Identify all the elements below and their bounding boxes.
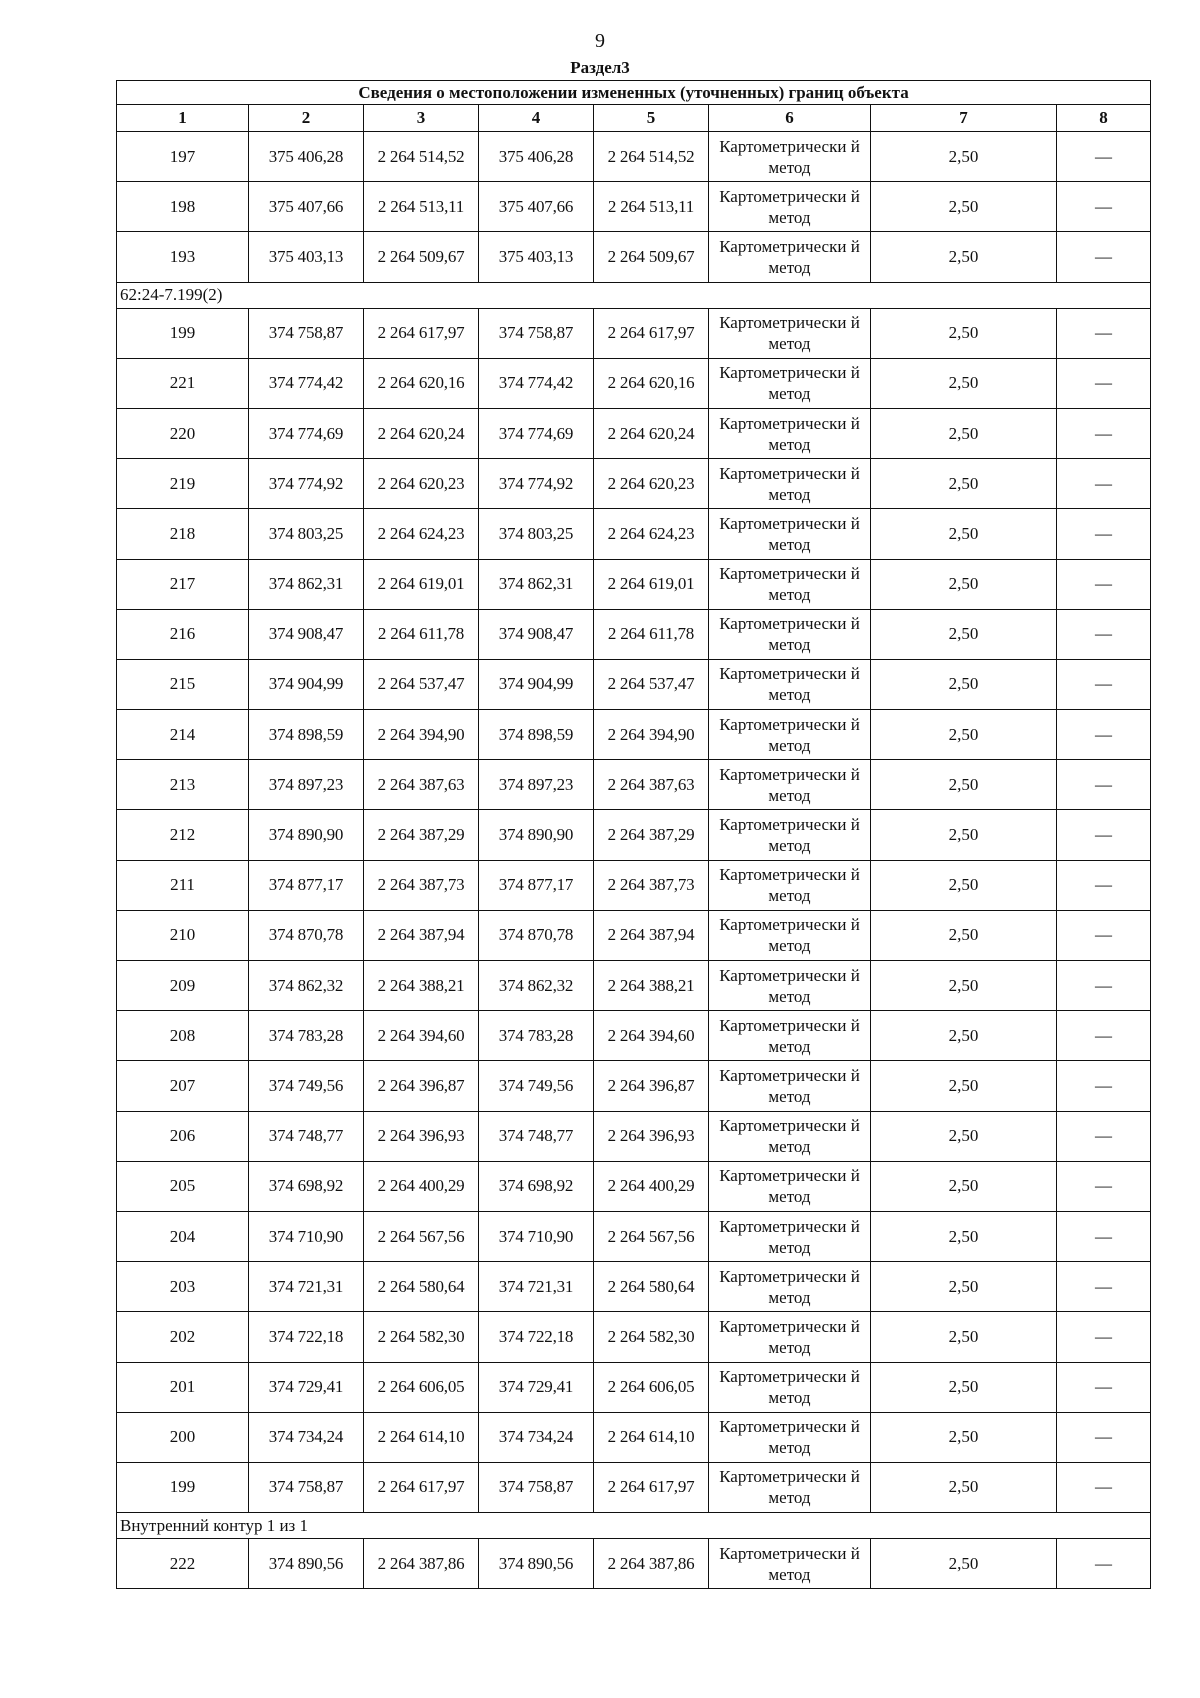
- point-number-cell: 214: [117, 710, 249, 760]
- table-row: [117, 1262, 1151, 1312]
- point-number-cell: 208: [117, 1011, 249, 1061]
- table-row: [117, 1539, 1151, 1589]
- accuracy-cell: 2,50: [871, 810, 1057, 860]
- description-cell: —: [1057, 182, 1151, 232]
- table-row: [117, 408, 1151, 458]
- x-existing-cell: 374 758,87: [249, 1462, 364, 1512]
- y-existing-cell: 2 264 388,21: [364, 961, 479, 1011]
- x-existing-cell: 375 406,28: [249, 132, 364, 182]
- point-number-cell: 205: [117, 1161, 249, 1211]
- accuracy-cell: 2,50: [871, 559, 1057, 609]
- y-existing-cell: 2 264 620,23: [364, 459, 479, 509]
- description-cell: —: [1057, 1061, 1151, 1111]
- y-existing-cell: 2 264 617,97: [364, 308, 479, 358]
- accuracy-cell: 2,50: [871, 1262, 1057, 1312]
- description-cell: —: [1057, 559, 1151, 609]
- table-row: [117, 1362, 1151, 1412]
- y-existing-cell: 2 264 582,30: [364, 1312, 479, 1362]
- table-row: [117, 1111, 1151, 1161]
- x-existing-cell: 374 862,32: [249, 961, 364, 1011]
- method-cell: Картометрически й метод: [709, 232, 871, 282]
- description-cell: —: [1057, 1312, 1151, 1362]
- y-existing-cell: 2 264 624,23: [364, 509, 479, 559]
- table-row: [117, 1061, 1151, 1111]
- y-existing-cell: 2 264 387,63: [364, 760, 479, 810]
- table-row: [117, 1011, 1151, 1061]
- y-new-cell: 2 264 580,64: [594, 1262, 709, 1312]
- x-new-cell: 374 803,25: [479, 509, 594, 559]
- point-number-cell: 204: [117, 1211, 249, 1261]
- x-existing-cell: 374 729,41: [249, 1362, 364, 1412]
- y-new-cell: 2 264 624,23: [594, 509, 709, 559]
- x-new-cell: 374 722,18: [479, 1312, 594, 1362]
- y-existing-cell: 2 264 396,93: [364, 1111, 479, 1161]
- table-row: [117, 1312, 1151, 1362]
- y-new-cell: 2 264 620,16: [594, 358, 709, 408]
- point-number-cell: 197: [117, 132, 249, 182]
- column-header-row: [117, 105, 1151, 132]
- method-cell: Картометрически й метод: [709, 1061, 871, 1111]
- method-cell: Картометрически й метод: [709, 1161, 871, 1211]
- method-cell: Картометрически й метод: [709, 308, 871, 358]
- table-caption: Сведения о местоположении измененных (уточненных) границ объекта: [117, 81, 1151, 105]
- x-new-cell: 374 870,78: [479, 910, 594, 960]
- x-existing-cell: 374 890,56: [249, 1539, 364, 1589]
- column-header: 1: [117, 105, 249, 132]
- point-number-cell: 219: [117, 459, 249, 509]
- x-existing-cell: 374 897,23: [249, 760, 364, 810]
- y-new-cell: 2 264 387,29: [594, 810, 709, 860]
- y-new-cell: 2 264 614,10: [594, 1412, 709, 1462]
- accuracy-cell: 2,50: [871, 408, 1057, 458]
- x-existing-cell: 374 862,31: [249, 559, 364, 609]
- method-cell: Картометрически й метод: [709, 810, 871, 860]
- x-existing-cell: 374 908,47: [249, 609, 364, 659]
- group-label: Внутренний контур 1 из 1: [117, 1513, 1151, 1539]
- description-cell: —: [1057, 860, 1151, 910]
- group-row: [117, 1513, 1151, 1539]
- y-new-cell: 2 264 396,87: [594, 1061, 709, 1111]
- table-row: [117, 132, 1151, 182]
- table-row: [117, 308, 1151, 358]
- method-cell: Картометрически й метод: [709, 1362, 871, 1412]
- method-cell: Картометрически й метод: [709, 1262, 871, 1312]
- table-row: [117, 760, 1151, 810]
- point-number-cell: 217: [117, 559, 249, 609]
- description-cell: —: [1057, 1412, 1151, 1462]
- x-new-cell: 374 890,90: [479, 810, 594, 860]
- column-header: 3: [364, 105, 479, 132]
- method-cell: Картометрически й метод: [709, 182, 871, 232]
- y-existing-cell: 2 264 387,94: [364, 910, 479, 960]
- y-existing-cell: 2 264 387,86: [364, 1539, 479, 1589]
- y-new-cell: 2 264 388,21: [594, 961, 709, 1011]
- x-existing-cell: 374 749,56: [249, 1061, 364, 1111]
- y-new-cell: 2 264 582,30: [594, 1312, 709, 1362]
- point-number-cell: 211: [117, 860, 249, 910]
- table-row: [117, 810, 1151, 860]
- method-cell: Картометрически й метод: [709, 860, 871, 910]
- y-existing-cell: 2 264 387,73: [364, 860, 479, 910]
- method-cell: Картометрически й метод: [709, 609, 871, 659]
- x-new-cell: 374 734,24: [479, 1412, 594, 1462]
- method-cell: Картометрически й метод: [709, 1412, 871, 1462]
- x-existing-cell: 374 710,90: [249, 1211, 364, 1261]
- x-new-cell: 374 721,31: [479, 1262, 594, 1312]
- accuracy-cell: 2,50: [871, 1161, 1057, 1211]
- y-existing-cell: 2 264 509,67: [364, 232, 479, 282]
- x-new-cell: 374 758,87: [479, 1462, 594, 1512]
- accuracy-cell: 2,50: [871, 1312, 1057, 1362]
- point-number-cell: 206: [117, 1111, 249, 1161]
- y-new-cell: 2 264 387,63: [594, 760, 709, 810]
- y-new-cell: 2 264 617,97: [594, 308, 709, 358]
- accuracy-cell: 2,50: [871, 910, 1057, 960]
- table-row: [117, 710, 1151, 760]
- accuracy-cell: 2,50: [871, 1362, 1057, 1412]
- y-existing-cell: 2 264 537,47: [364, 659, 479, 709]
- x-new-cell: 374 908,47: [479, 609, 594, 659]
- method-cell: Картометрически й метод: [709, 459, 871, 509]
- table-row: [117, 860, 1151, 910]
- description-cell: —: [1057, 810, 1151, 860]
- description-cell: —: [1057, 760, 1151, 810]
- description-cell: —: [1057, 509, 1151, 559]
- y-new-cell: 2 264 387,73: [594, 860, 709, 910]
- point-number-cell: 202: [117, 1312, 249, 1362]
- column-header: 2: [249, 105, 364, 132]
- table-row: [117, 182, 1151, 232]
- accuracy-cell: 2,50: [871, 860, 1057, 910]
- method-cell: Картометрически й метод: [709, 1312, 871, 1362]
- method-cell: Картометрически й метод: [709, 358, 871, 408]
- point-number-cell: 218: [117, 509, 249, 559]
- accuracy-cell: 2,50: [871, 132, 1057, 182]
- y-existing-cell: 2 264 387,29: [364, 810, 479, 860]
- x-new-cell: 374 898,59: [479, 710, 594, 760]
- method-cell: Картометрически й метод: [709, 1539, 871, 1589]
- point-number-cell: 193: [117, 232, 249, 282]
- x-new-cell: 375 403,13: [479, 232, 594, 282]
- x-existing-cell: 374 722,18: [249, 1312, 364, 1362]
- accuracy-cell: 2,50: [871, 1462, 1057, 1512]
- description-cell: —: [1057, 1539, 1151, 1589]
- x-existing-cell: 374 758,87: [249, 308, 364, 358]
- y-existing-cell: 2 264 567,56: [364, 1211, 479, 1261]
- x-new-cell: 374 710,90: [479, 1211, 594, 1261]
- y-existing-cell: 2 264 580,64: [364, 1262, 479, 1312]
- y-new-cell: 2 264 509,67: [594, 232, 709, 282]
- point-number-cell: 215: [117, 659, 249, 709]
- accuracy-cell: 2,50: [871, 459, 1057, 509]
- description-cell: —: [1057, 1111, 1151, 1161]
- description-cell: —: [1057, 710, 1151, 760]
- y-new-cell: 2 264 394,60: [594, 1011, 709, 1061]
- table-row: [117, 358, 1151, 408]
- method-cell: Картометрически й метод: [709, 961, 871, 1011]
- x-existing-cell: 375 403,13: [249, 232, 364, 282]
- description-cell: —: [1057, 459, 1151, 509]
- column-header: 5: [594, 105, 709, 132]
- accuracy-cell: 2,50: [871, 509, 1057, 559]
- method-cell: Картометрически й метод: [709, 659, 871, 709]
- method-cell: Картометрически й метод: [709, 910, 871, 960]
- column-header: 7: [871, 105, 1057, 132]
- column-header: 8: [1057, 105, 1151, 132]
- table-row: [117, 1211, 1151, 1261]
- method-cell: Картометрически й метод: [709, 1211, 871, 1261]
- y-new-cell: 2 264 620,23: [594, 459, 709, 509]
- x-existing-cell: 374 898,59: [249, 710, 364, 760]
- table-row: [117, 509, 1151, 559]
- x-new-cell: 374 904,99: [479, 659, 594, 709]
- method-cell: Картометрически й метод: [709, 760, 871, 810]
- accuracy-cell: 2,50: [871, 1111, 1057, 1161]
- point-number-cell: 212: [117, 810, 249, 860]
- x-new-cell: 374 774,42: [479, 358, 594, 408]
- x-new-cell: 374 748,77: [479, 1111, 594, 1161]
- y-new-cell: 2 264 611,78: [594, 609, 709, 659]
- table-row: [117, 232, 1151, 282]
- method-cell: Картометрически й метод: [709, 408, 871, 458]
- point-number-cell: 199: [117, 1462, 249, 1512]
- accuracy-cell: 2,50: [871, 710, 1057, 760]
- x-new-cell: 374 877,17: [479, 860, 594, 910]
- y-existing-cell: 2 264 617,97: [364, 1462, 479, 1512]
- y-new-cell: 2 264 387,86: [594, 1539, 709, 1589]
- accuracy-cell: 2,50: [871, 308, 1057, 358]
- x-new-cell: 375 406,28: [479, 132, 594, 182]
- table-row: [117, 961, 1151, 1011]
- description-cell: —: [1057, 408, 1151, 458]
- description-cell: —: [1057, 1011, 1151, 1061]
- group-row: [117, 282, 1151, 308]
- y-new-cell: 2 264 514,52: [594, 132, 709, 182]
- point-number-cell: 213: [117, 760, 249, 810]
- page-number: 9: [595, 30, 605, 52]
- x-new-cell: 374 729,41: [479, 1362, 594, 1412]
- x-existing-cell: 374 877,17: [249, 860, 364, 910]
- x-new-cell: 375 407,66: [479, 182, 594, 232]
- accuracy-cell: 2,50: [871, 1061, 1057, 1111]
- section-title: Раздел3: [570, 58, 630, 77]
- point-number-cell: 203: [117, 1262, 249, 1312]
- x-existing-cell: 375 407,66: [249, 182, 364, 232]
- point-number-cell: 221: [117, 358, 249, 408]
- x-existing-cell: 374 748,77: [249, 1111, 364, 1161]
- y-new-cell: 2 264 396,93: [594, 1111, 709, 1161]
- accuracy-cell: 2,50: [871, 609, 1057, 659]
- method-cell: Картометрически й метод: [709, 509, 871, 559]
- method-cell: Картометрически й метод: [709, 559, 871, 609]
- accuracy-cell: 2,50: [871, 1011, 1057, 1061]
- description-cell: —: [1057, 1211, 1151, 1261]
- point-number-cell: 200: [117, 1412, 249, 1462]
- table-caption-row: [117, 81, 1151, 105]
- y-new-cell: 2 264 513,11: [594, 182, 709, 232]
- x-new-cell: 374 774,92: [479, 459, 594, 509]
- x-new-cell: 374 774,69: [479, 408, 594, 458]
- y-new-cell: 2 264 620,24: [594, 408, 709, 458]
- y-existing-cell: 2 264 620,16: [364, 358, 479, 408]
- x-new-cell: 374 897,23: [479, 760, 594, 810]
- point-number-cell: 201: [117, 1362, 249, 1412]
- point-number-cell: 220: [117, 408, 249, 458]
- y-new-cell: 2 264 617,97: [594, 1462, 709, 1512]
- point-number-cell: 209: [117, 961, 249, 1011]
- method-cell: Картометрически й метод: [709, 132, 871, 182]
- y-existing-cell: 2 264 394,90: [364, 710, 479, 760]
- y-new-cell: 2 264 567,56: [594, 1211, 709, 1261]
- y-existing-cell: 2 264 513,11: [364, 182, 479, 232]
- x-existing-cell: 374 890,90: [249, 810, 364, 860]
- description-cell: —: [1057, 308, 1151, 358]
- point-number-cell: 199: [117, 308, 249, 358]
- description-cell: —: [1057, 659, 1151, 709]
- x-existing-cell: 374 783,28: [249, 1011, 364, 1061]
- point-number-cell: 207: [117, 1061, 249, 1111]
- x-existing-cell: 374 774,69: [249, 408, 364, 458]
- description-cell: —: [1057, 1462, 1151, 1512]
- table-body: [117, 132, 1151, 1589]
- point-number-cell: 216: [117, 609, 249, 659]
- y-existing-cell: 2 264 611,78: [364, 609, 479, 659]
- table-row: [117, 1161, 1151, 1211]
- y-existing-cell: 2 264 614,10: [364, 1412, 479, 1462]
- table-row: [117, 609, 1151, 659]
- table-row: [117, 1462, 1151, 1512]
- y-new-cell: 2 264 619,01: [594, 559, 709, 609]
- description-cell: —: [1057, 232, 1151, 282]
- accuracy-cell: 2,50: [871, 1539, 1057, 1589]
- table-row: [117, 1412, 1151, 1462]
- y-new-cell: 2 264 387,94: [594, 910, 709, 960]
- description-cell: —: [1057, 609, 1151, 659]
- description-cell: —: [1057, 132, 1151, 182]
- x-new-cell: 374 749,56: [479, 1061, 594, 1111]
- table-row: [117, 659, 1151, 709]
- x-existing-cell: 374 904,99: [249, 659, 364, 709]
- column-header: 4: [479, 105, 594, 132]
- y-existing-cell: 2 264 619,01: [364, 559, 479, 609]
- group-label: 62:24-7.199(2): [117, 282, 1151, 308]
- x-existing-cell: 374 734,24: [249, 1412, 364, 1462]
- method-cell: Картометрически й метод: [709, 1462, 871, 1512]
- y-existing-cell: 2 264 400,29: [364, 1161, 479, 1211]
- x-existing-cell: 374 698,92: [249, 1161, 364, 1211]
- point-number-cell: 210: [117, 910, 249, 960]
- x-existing-cell: 374 803,25: [249, 509, 364, 559]
- point-number-cell: 198: [117, 182, 249, 232]
- y-new-cell: 2 264 400,29: [594, 1161, 709, 1211]
- point-number-cell: 222: [117, 1539, 249, 1589]
- method-cell: Картометрически й метод: [709, 710, 871, 760]
- coordinates-table: [116, 80, 1151, 1589]
- description-cell: —: [1057, 1161, 1151, 1211]
- x-existing-cell: 374 870,78: [249, 910, 364, 960]
- y-existing-cell: 2 264 396,87: [364, 1061, 479, 1111]
- accuracy-cell: 2,50: [871, 760, 1057, 810]
- x-new-cell: 374 890,56: [479, 1539, 594, 1589]
- accuracy-cell: 2,50: [871, 358, 1057, 408]
- y-existing-cell: 2 264 620,24: [364, 408, 479, 458]
- y-new-cell: 2 264 394,90: [594, 710, 709, 760]
- description-cell: —: [1057, 961, 1151, 1011]
- description-cell: —: [1057, 910, 1151, 960]
- accuracy-cell: 2,50: [871, 961, 1057, 1011]
- description-cell: —: [1057, 358, 1151, 408]
- x-existing-cell: 374 774,42: [249, 358, 364, 408]
- accuracy-cell: 2,50: [871, 232, 1057, 282]
- y-existing-cell: 2 264 606,05: [364, 1362, 479, 1412]
- accuracy-cell: 2,50: [871, 659, 1057, 709]
- description-cell: —: [1057, 1362, 1151, 1412]
- x-existing-cell: 374 721,31: [249, 1262, 364, 1312]
- description-cell: —: [1057, 1262, 1151, 1312]
- accuracy-cell: 2,50: [871, 1211, 1057, 1261]
- table-row: [117, 459, 1151, 509]
- method-cell: Картометрически й метод: [709, 1111, 871, 1161]
- x-new-cell: 374 783,28: [479, 1011, 594, 1061]
- column-header: 6: [709, 105, 871, 132]
- x-new-cell: 374 758,87: [479, 308, 594, 358]
- table-row: [117, 559, 1151, 609]
- x-existing-cell: 374 774,92: [249, 459, 364, 509]
- accuracy-cell: 2,50: [871, 182, 1057, 232]
- y-new-cell: 2 264 537,47: [594, 659, 709, 709]
- y-new-cell: 2 264 606,05: [594, 1362, 709, 1412]
- method-cell: Картометрически й метод: [709, 1011, 871, 1061]
- x-new-cell: 374 862,31: [479, 559, 594, 609]
- y-existing-cell: 2 264 394,60: [364, 1011, 479, 1061]
- y-existing-cell: 2 264 514,52: [364, 132, 479, 182]
- accuracy-cell: 2,50: [871, 1412, 1057, 1462]
- table-row: [117, 910, 1151, 960]
- x-new-cell: 374 698,92: [479, 1161, 594, 1211]
- x-new-cell: 374 862,32: [479, 961, 594, 1011]
